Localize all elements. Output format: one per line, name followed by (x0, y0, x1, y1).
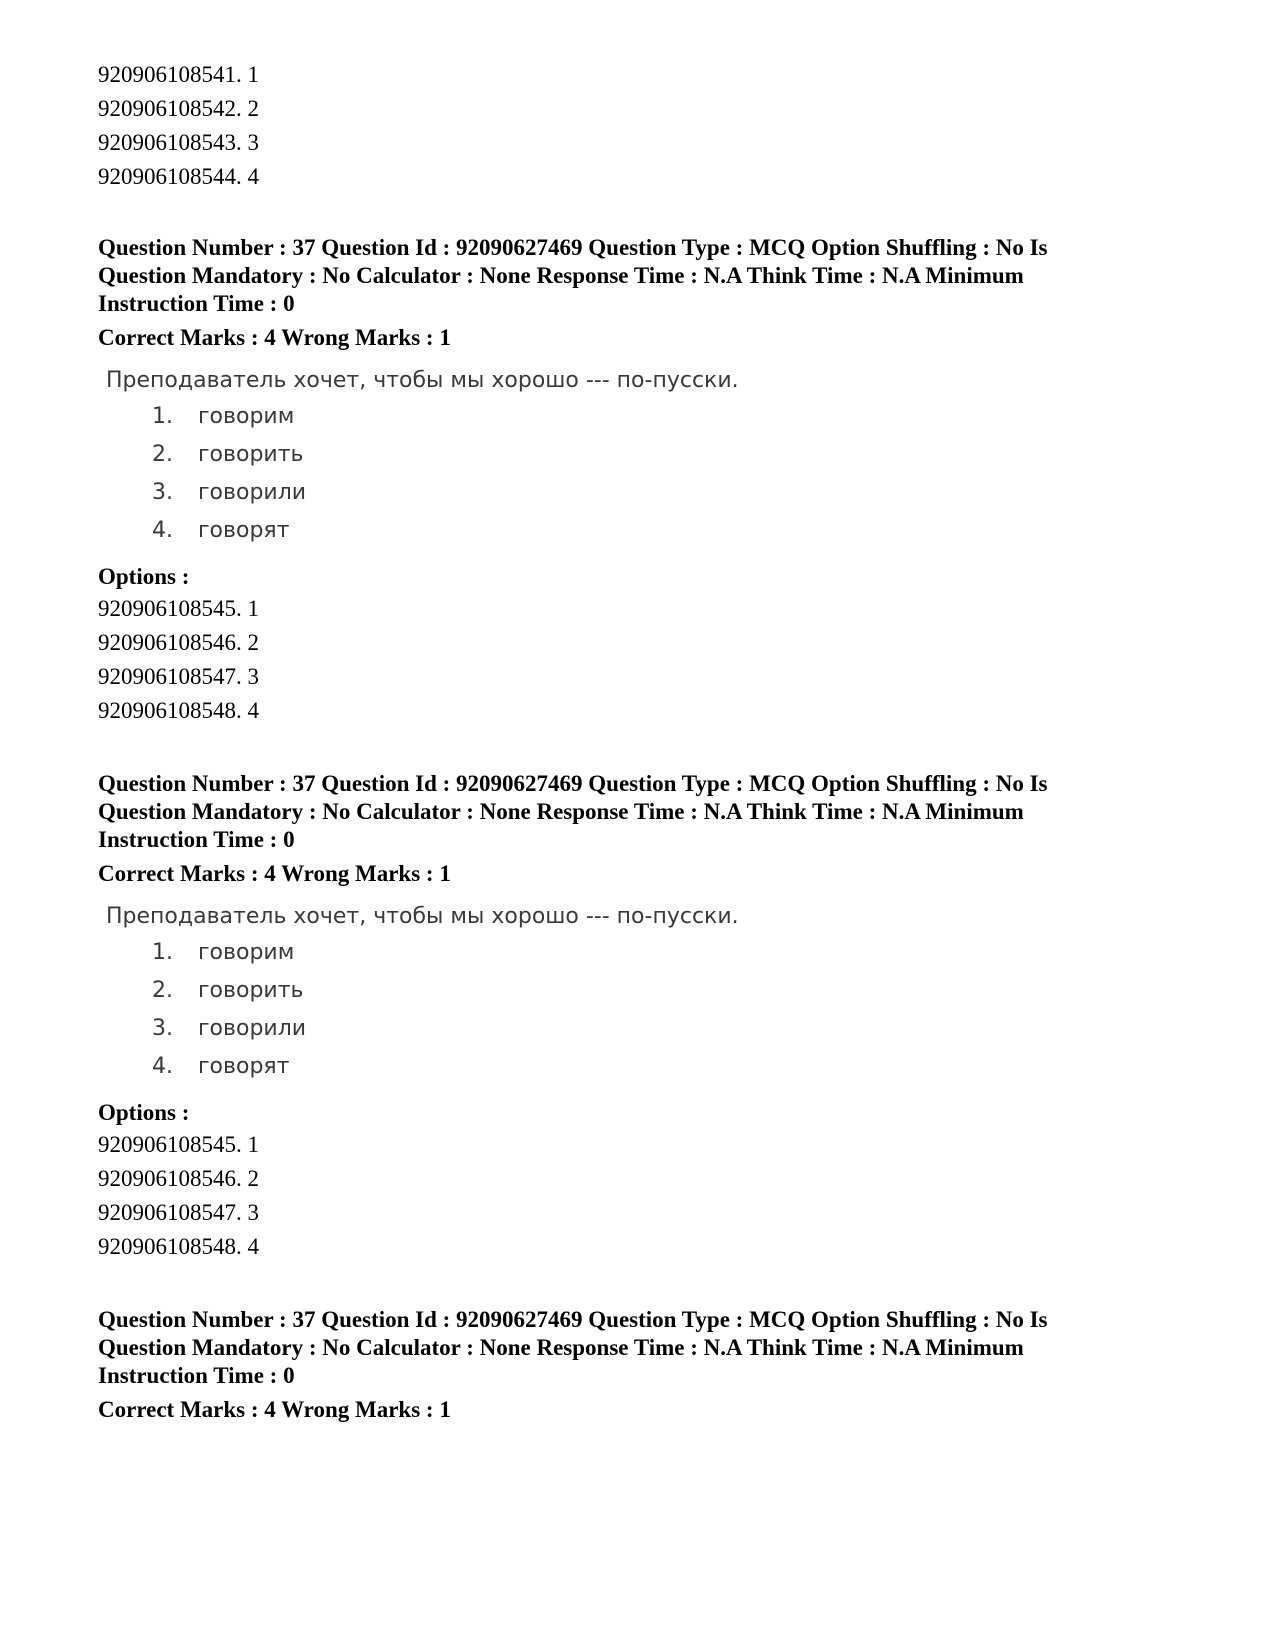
choice-item (152, 1010, 1178, 1048)
option-line: 920906108548. 4 (98, 698, 259, 723)
choice-item (152, 398, 1178, 436)
question-header: Question Number : 37 Question Id : 92090627469 Question Type : MCQ Option Shuffling : No Is Question Mandatory : No Calculator : None Response Time : N.A Think Time : N.A Minimum Instruction Time : 0 (98, 235, 1048, 316)
option-line: 920906108543. 3 (98, 130, 259, 155)
question-marks: Correct Marks : 4 Wrong Marks : 1 (98, 325, 451, 350)
choice-item (152, 1048, 1178, 1086)
choice-number: 2. (152, 978, 173, 1003)
option-line: 920906108542. 2 (98, 96, 259, 121)
choice-label: говорили (198, 1016, 307, 1041)
options-list (98, 592, 1178, 728)
option-line: 920906108548. 4 (98, 1234, 259, 1259)
choice-item (152, 972, 1178, 1010)
options-label: Options : (98, 1100, 190, 1125)
choice-label: говорим (198, 940, 295, 965)
choice-label: говорить (198, 442, 304, 467)
choice-number: 3. (152, 1016, 173, 1041)
choice-list (106, 934, 1178, 1086)
option-line: 920906108547. 3 (98, 1200, 259, 1225)
option-line: 920906108547. 3 (98, 664, 259, 689)
choice-number: 4. (152, 518, 173, 543)
choice-number: 1. (152, 940, 173, 965)
option-line: 920906108546. 2 (98, 630, 259, 655)
options-list (98, 1128, 1178, 1264)
choice-label: говорим (198, 404, 295, 429)
question-block (98, 1306, 1178, 1424)
option-line: 920906108546. 2 (98, 1166, 259, 1191)
question-marks: Correct Marks : 4 Wrong Marks : 1 (98, 1397, 451, 1422)
question-text: Преподаватель хочет, чтобы мы хорошо --- по-пусски. (106, 368, 739, 393)
choice-label: говорят (198, 1054, 290, 1079)
choice-number: 2. (152, 442, 173, 467)
document-page (98, 58, 1178, 1424)
question-image (106, 900, 1178, 1086)
top-options-list (98, 58, 1178, 194)
option-line: 920906108544. 4 (98, 164, 259, 189)
question-marks: Correct Marks : 4 Wrong Marks : 1 (98, 861, 451, 886)
question-block (98, 770, 1178, 1264)
option-line: 920906108541. 1 (98, 62, 259, 87)
option-line: 920906108545. 1 (98, 596, 259, 621)
choice-item (152, 474, 1178, 512)
choice-label: говорят (198, 518, 290, 543)
choice-label: говорили (198, 480, 307, 505)
options-label: Options : (98, 564, 190, 589)
question-block (98, 234, 1178, 728)
choice-item (152, 436, 1178, 474)
question-header: Question Number : 37 Question Id : 92090627469 Question Type : MCQ Option Shuffling : No Is Question Mandatory : No Calculator : None Response Time : N.A Think Time : N.A Minimum Instruction Time : 0 (98, 1307, 1048, 1388)
choice-number: 1. (152, 404, 173, 429)
question-image (106, 364, 1178, 550)
question-header: Question Number : 37 Question Id : 92090627469 Question Type : MCQ Option Shuffling : No Is Question Mandatory : No Calculator : None Response Time : N.A Think Time : N.A Minimum Instruction Time : 0 (98, 771, 1048, 852)
choice-list (106, 398, 1178, 550)
option-line: 920906108545. 1 (98, 1132, 259, 1157)
choice-number: 3. (152, 480, 173, 505)
choice-number: 4. (152, 1054, 173, 1079)
question-text: Преподаватель хочет, чтобы мы хорошо --- по-пусски. (106, 904, 739, 929)
choice-label: говорить (198, 978, 304, 1003)
choice-item (152, 512, 1178, 550)
choice-item (152, 934, 1178, 972)
